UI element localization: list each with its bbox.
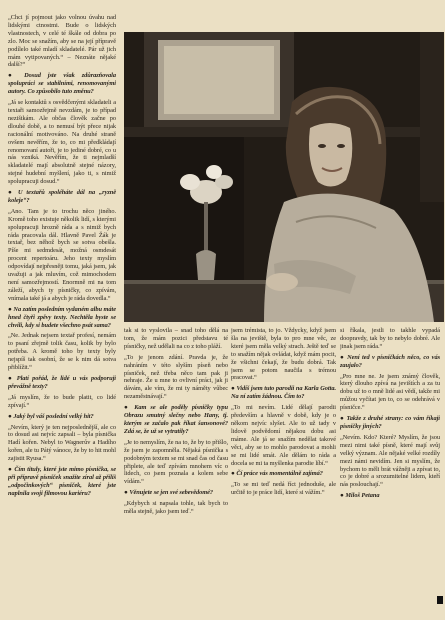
interview-question: ● Věnujete se jen své sebevědomé? [124,489,214,497]
interview-question: ● Čí práce vás momentálně zajímá? [231,470,323,478]
interview-answer: „Já se kontaktů s osvědčenými skladateli a textaři samozřejmě nevzdám, je to případ nezištkám. Ale občas člověk začne po dlouhé době, a to nemusí být přece nijak racionální motivováno. Na druhé straně ovšem nevěřím, že to, co mi předkládají renomovaní autoři, je to jediné dobré, co u nás vzniká. Nevěřím, že ti nejmladší skladatelé mají absolutně stejné názory, stejné hudební myšlení, jako ti, s nimiž spolupracuji dosud.“ [8,99,116,186]
interview-answer: „Nevím, který je ten nejposlednější, ale co to dosud asi nejvíc zapsali – byla písnička Hadí kořen. Nebyl to Wagnerův a Hadího kořen, ale tu Pátý vánoce, že by to hit mohl zajistit Ryusa.“ [8,423,116,463]
interview-question: ● Na zatím posledním vydaném albu máte hned čtyři zpěvy texty. Nechtěla byste se chvíli, kdy si budete všechno psát sama? [8,305,116,329]
interview-answer: tak si to vyslovila – snad toho dělá na tom, že mám pozici představu té písničky, než udělali na co z toho pláží. [124,327,228,350]
interview-question: ● Není ted v písničkách něco, co vás zaujalo? [340,353,440,369]
end-mark [437,596,443,604]
interview-answer: „Nevím. Kdo? Které? Myslím, že jsou mezi nimi také písně, které mají svůj velký význam. Ale nějaké velké rozdíly mezi námi nevidím. Jen si myslím, že bychom to měli brát vážněji a zpívat to, co je dobré a srozumitelné lidem, kteří nás poslouchají.“ [340,433,440,489]
article-column-3 [231,327,336,617]
interview-answer: „Pro mne ne. Je jsem známý člověk, který dlouho zpívá na jevištích a za tu dobu už to o mně lidé asi vědí, takže mi můžou vyčítat jen to, co se odehrává v písničce.“ [340,372,440,412]
interview-answer: si říkala, jestli to takhle vypadá doopravdy, tak by to nebylo dobré. Ale jinak jsem ráda.“ [340,327,440,350]
interview-question: ● U textařů spoléháte dál na „ryzně koleje“? [8,189,116,204]
article-column-1 [8,14,116,616]
interview-question: ● Dosud jste však zdůrazňovala spolupráci se stabilními, renomovanými autory. Co způsobilo tuto změnu? [8,72,116,96]
interview-question: ● Platí pořád, že lidé u vás podporují převážně texty? [8,374,116,390]
interview-answer: „To mi nevím. Lidé dělají parodii především a hlavně v době, kdy je o někom nejvíc slyšet. Ale to už tady v lidově podvědomí nějakou dobu asi máme. Ale já se snažím nedělat takové věci, aby se to mohlo parodovat a mohli se mi lidé smát. Ale dělám to ráda a docela se mi ta myšlenka parodie líbí.“ [231,404,336,467]
photo-singer-at-piano [124,32,444,322]
interview-answer: „Kdybych si napsala tohle, tak bych to měla stejně, jako jsem teď.“ [124,500,228,516]
article-column-2 [124,327,228,617]
interview-answer: „Já myslím, že to bude platit, co lidé zpívají.“ [8,393,116,409]
article-column-4 [340,327,440,617]
interview-answer: „Je to nemyslím, že na to, že by to přišlo, že jsem je zapomněla. Nějaká písnička s podobným textem se mi snad čas od času připlete, ale teď zpívám mnohem víc o lidech, co jsem poznala a kolem sebe vídám.“ [124,438,228,486]
interview-answer: „To je jenom zdání. Pravda je, že nahráním v této slyším píseň nebo písniček, než třeba něco tam pak ji nehraje. Že u mne to ovlivní práci, jak ji dávám, ale vím, že mi ty náměty vůbec nezaměstnávají.“ [124,353,228,401]
interview-question: ● Vidíš jsem tuto parodii na Karla Gotta. Na ní zatím žádnou. Čím to? [231,385,336,401]
interview-question: ● Kam se ale poděly písničky typu Obrazu smutný slečny nebo Hany, tj. kterým se začalo pak říkat šansonové? Zdá se, že už se vytratily? [124,404,228,435]
interview-question: ● Čím tituly, které jste mimo písnička, se při přípravě písniček snažíte zíral až příliš „odpočinkových“ písniček, které jste naplnila svoji filmovou kariéru? [8,466,116,497]
interview-answer: jsem trémista, to jo. Vždycky, když jsem šla na jeviště, byla to pro mne věc, ze které jsem měla velký strach. Ještě teď se to snažím nějak ovládat, když mám pocit, že všichni čekají, že budu dobrá. Tak jsem se potom naučila s trémou pracovat.“ [231,327,336,382]
interview-answer: „Ano. Tam je to trochu něco jiného. Kromě toho existuje několik lidí, s kterými spolupracuji hrozně ráda a s nimiž bych ráda pracovala dál. Hlavně Pavel Žák je textař, bez něhož bych se sotva obešla. Píše mi sedmdesát, možná osmdesát procent repertoáru. Jeho texty myslím odpovídají nejpřesněji tomu, jaká jsem, jak uvažuji a jak mluvím, což mimochodem není samozřejmostí. Enormně mi na tom záleží, abych ty písničky, co zpívám, vnímala také já a abych je ráda dovedla.“ [8,207,116,302]
interview-answer: „Chci jí pojmout jako volnou úvahu nad lidskými ctnostmi. Bude o lidských vlastnostech, v celé té škále od dobra po zlo. Moc se snažím, aby se na její přípravě podílelo také mladí skladatelé. Pár už jich mám vytipovaných.“ – Neznáte nějaké další?“ [8,14,116,69]
photo-illustration [124,32,444,322]
interview-answer: „To se mi teď nedá říct jednoduše, ale určitě to je práce lidí, které si vážím.“ [231,481,336,497]
interview-question: ● Jaký byl váš poslední velký hit? [8,412,94,420]
interview-question: ● Miloš Petana [340,492,380,500]
interview-question: ● Takže z druhé strany: co vám říkají písničky jiných? [340,415,440,430]
interview-answer: „Ne. Jednak nejsem textař profesí, nemám to psaní zřejmě tolik času, kolik by bylo potřeba. A kromě toho by texty byly nejspíš tak osobní, že se k nim dá sotva přiblížit.“ [8,332,116,372]
